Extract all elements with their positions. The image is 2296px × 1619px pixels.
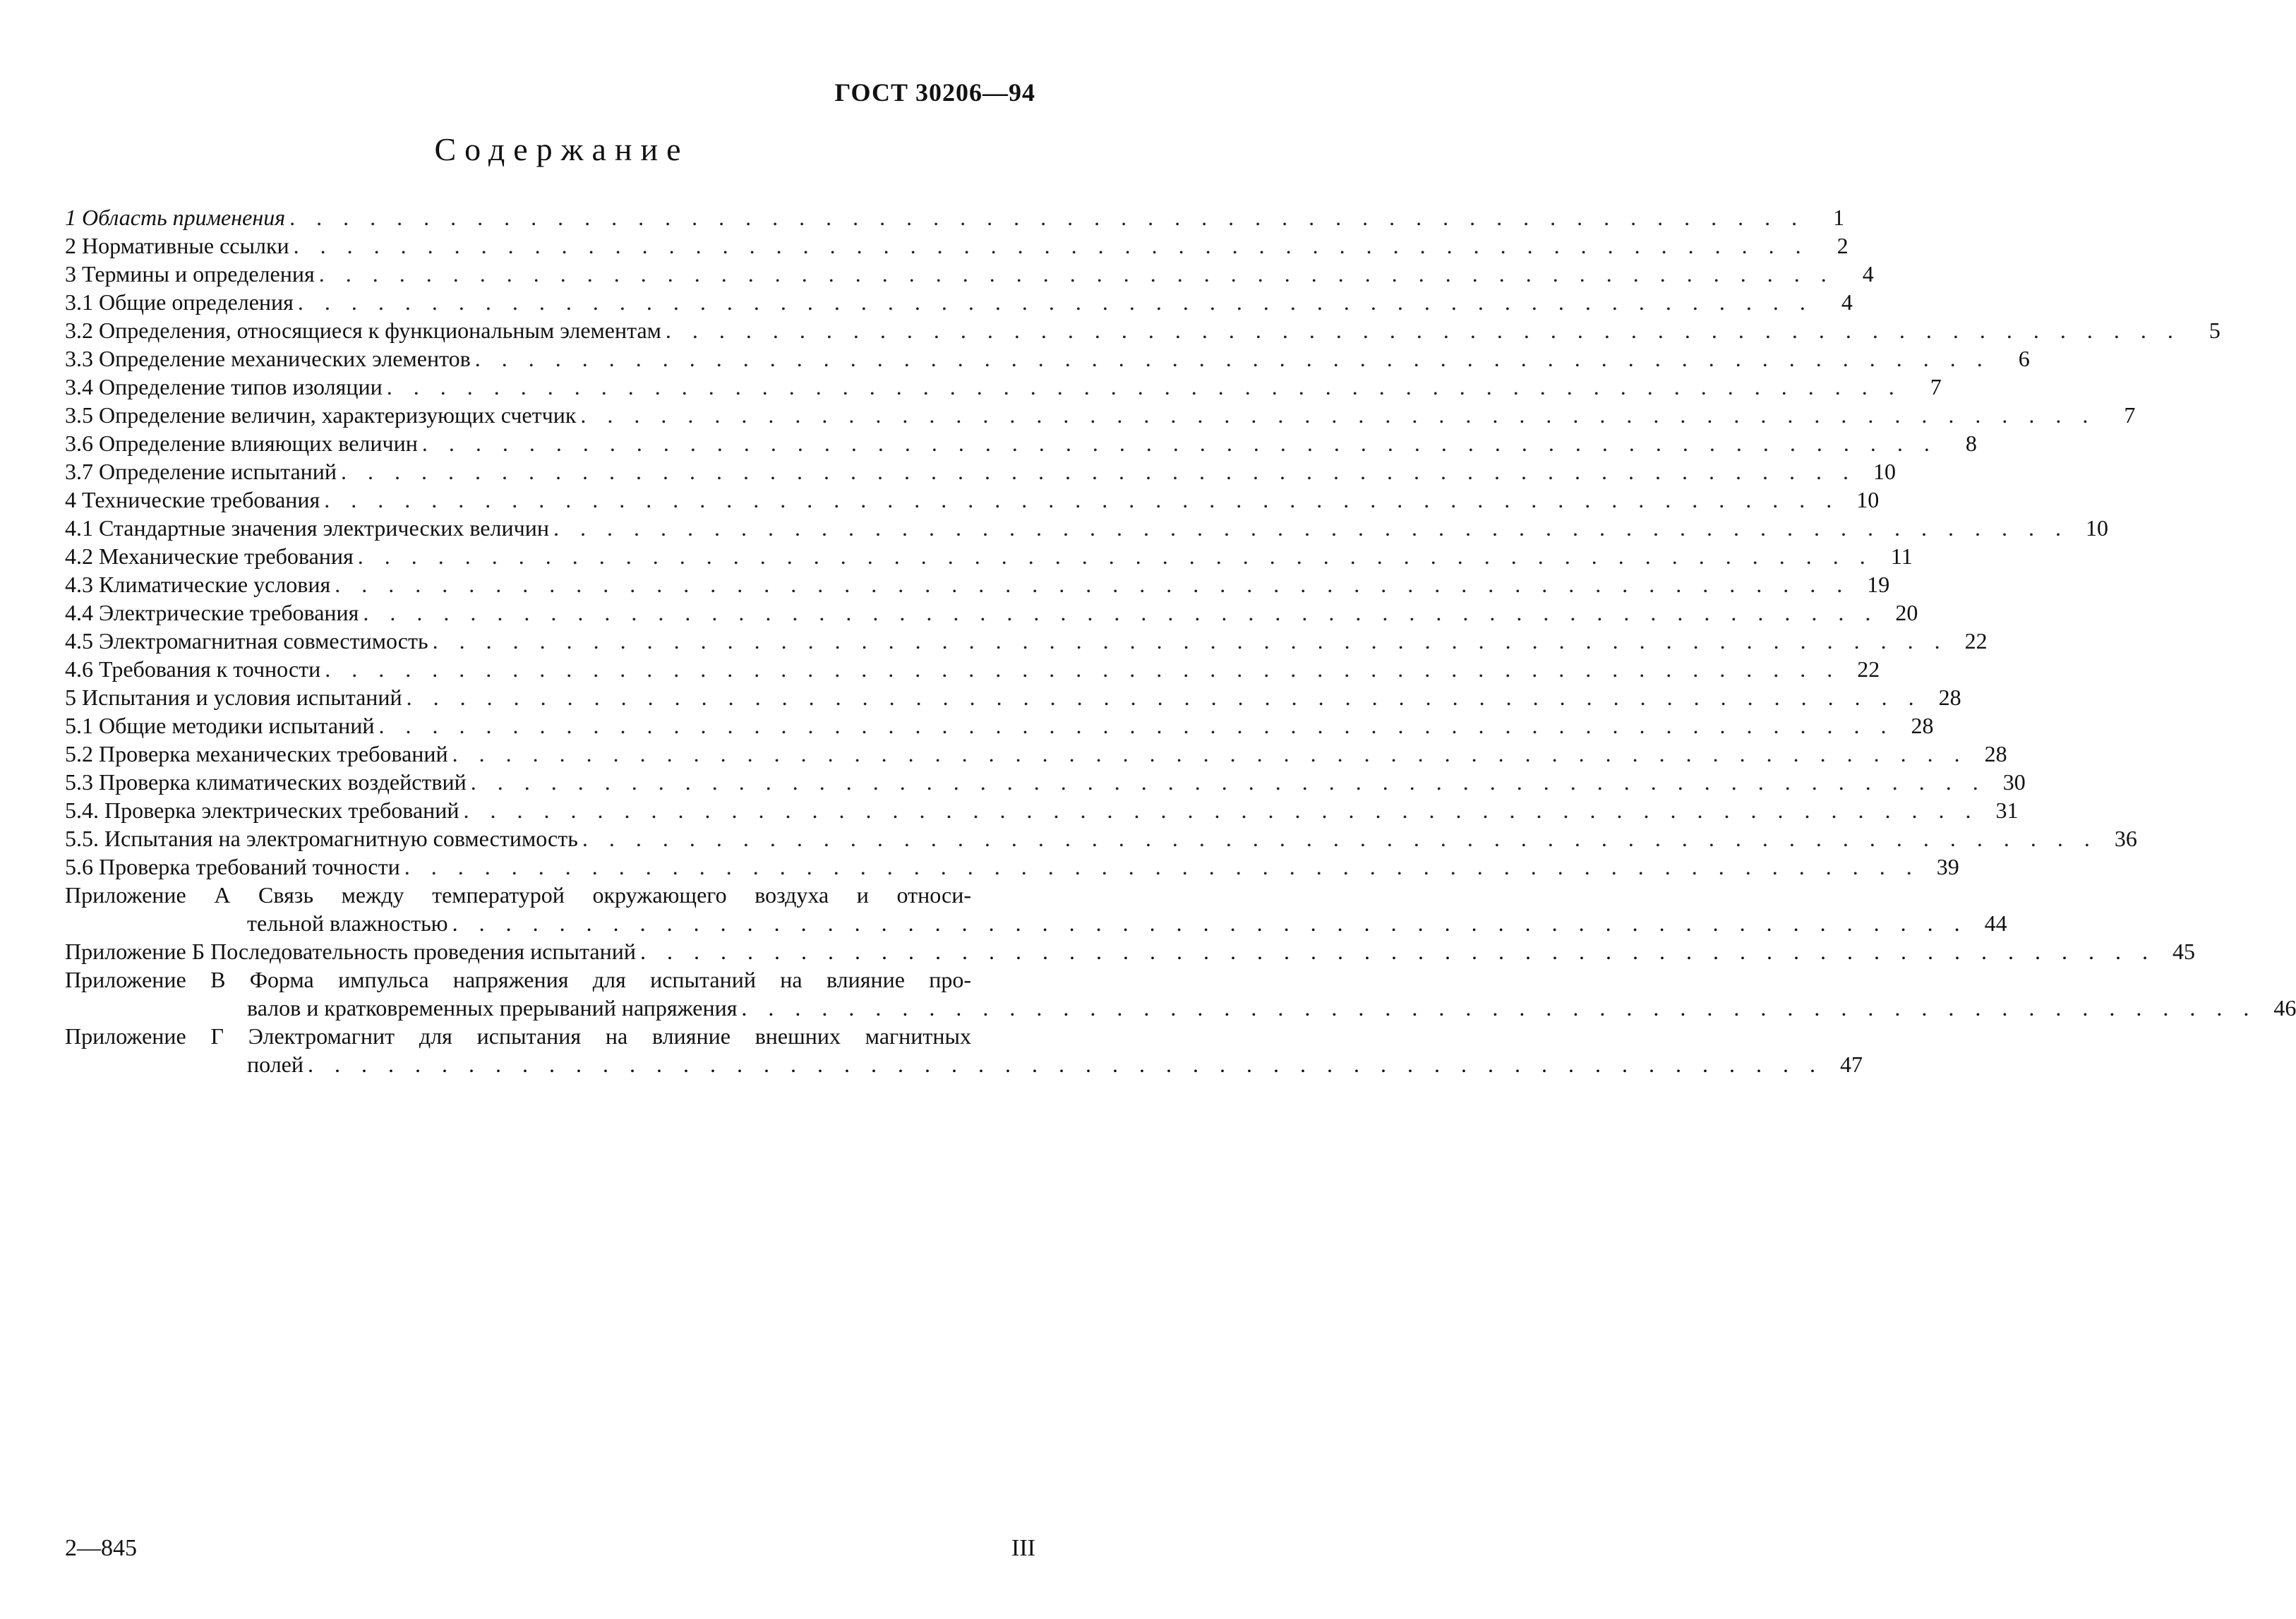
toc-entry (65, 260, 1874, 288)
toc-leader-dots: . . . . . . . . . . . . . . . . . . . . . . . . . . . . . . . . . . . . . . . . . . . . . . . . . . . . . . . . . (553, 515, 2069, 541)
toc-appendix-title: Приложение А Связь между температурой окружающего воздуха и относи- (65, 882, 971, 908)
toc-entry-title: 3.7 Определение испытаний (65, 459, 337, 484)
toc-appendix-page: 45 (2172, 939, 2195, 964)
toc-entry-page: 11 (1890, 543, 1913, 569)
toc-entry-page: 20 (1895, 600, 1918, 625)
toc-entry-page: 28 (1938, 685, 1961, 710)
toc-leader-dots: . . . . . . . . . . . . . . . . . . . . . . . . . . . . . . . . . . . . . . . . . . . . . . . . . . . . . . . . . (580, 402, 2096, 428)
toc-leader-dots: . . . . . . . . . . . . . . . . . . . . . . . . . . . . . . . . . . . . . . . . . . . . . . . . . . . . . . . . . (297, 289, 1813, 315)
toc-leader-dots: . . . . . . . . . . . . . . . . . . . . . . . . . . . . . . . . . . . . . . . . . . . . . . . . . . . . . . . . . (406, 685, 1922, 710)
toc-entry-page: 10 (2085, 515, 2108, 541)
toc-entry-page: 6 (2018, 346, 2030, 371)
toc-title: Содержание (434, 131, 690, 167)
toc-appendix-page: 46 (2273, 995, 2296, 1021)
toc-entry-title: 5.4. Проверка электрических требований (65, 798, 459, 823)
toc-entry-page: 28 (1911, 713, 1934, 738)
toc-entry (65, 570, 1890, 598)
toc-leader-dots: . . . . . . . . . . . . . . . . . . . . . . . . . . . . . . . . . . . . . . . . . . . . . . . . . . . . . . . . . (741, 995, 2257, 1021)
toc-leader-dots: . . . . . . . . . . . . . . . . . . . . . . . . . . . . . . . . . . . . . . . . . . . . . . . . . . . . . . . . . (289, 205, 1805, 230)
toc-leader-dots: . . . . . . . . . . . . . . . . . . . . . . . . . . . . . . . . . . . . . . . . . . . . . . . . . . . . . . . . . (386, 374, 1902, 399)
toc-entry-page: 5 (2208, 318, 2220, 343)
toc-entry (65, 683, 1961, 711)
toc-entry-title: 5.5. Испытания на электромагнитную совместимость (65, 826, 578, 851)
toc-entry (65, 655, 1880, 683)
toc-entries (65, 203, 2220, 881)
toc-entry (65, 514, 2108, 542)
toc-leader-dots: . . . . . . . . . . . . . . . . . . . . . . . . . . . . . . . . . . . . . . . . . . . . . . . . . . . . . . . . . (308, 1052, 1823, 1077)
toc-entry (65, 401, 2136, 429)
toc-leader-dots: . . . . . . . . . . . . . . . . . . . . . . . . . . . . . . . . . . . . . . . . . . . . . . . . . . . . . . . . . (452, 741, 1968, 766)
toc-leader-dots: . . . . . . . . . . . . . . . . . . . . . . . . . . . . . . . . . . . . . . . . . . . . . . . . . . . . . . . . . (421, 431, 1937, 456)
toc-entry-title: 4.6 Требования к точности (65, 656, 321, 682)
toc-entry (65, 627, 1988, 655)
toc-entry-page: 4 (1862, 261, 1874, 287)
toc-leader-dots: . . . . . . . . . . . . . . . . . . . . . . . . . . . . . . . . . . . . . . . . . . . . . . . . . . . . . . . . . (293, 233, 1809, 258)
toc-entry-title: 3.1 Общие определения (65, 289, 294, 315)
toc-leader-dots: . . . . . . . . . . . . . . . . . . . . . . . . . . . . . . . . . . . . . . . . . . . . . . . . . . . . . . . . . (639, 939, 2156, 964)
toc-leader-dots: . . . . . . . . . . . . . . . . . . . . . . . . . . . . . . . . . . . . . . . . . . . . . . . . . . . . . . . . . (363, 600, 1879, 625)
toc-leader-dots: . . . . . . . . . . . . . . . . . . . . . . . . . . . . . . . . . . . . . . . . . . . . . . . . . . . . . . . . . (474, 346, 1990, 371)
toc-leader-dots: . . . . . . . . . . . . . . . . . . . . . . . . . . . . . . . . . . . . . . . . . . . . . . . . . . . . . . . . . (325, 656, 1841, 682)
toc-entry (65, 740, 2007, 768)
toc-entry (65, 429, 1977, 457)
toc-leader-dots: . . . . . . . . . . . . . . . . . . . . . . . . . . . . . . . . . . . . . . . . . . . . . . . . . . . . . . . . . (341, 459, 1857, 484)
toc-entry-title: 1 Область применения (65, 205, 286, 230)
toc-entry-page: 22 (1857, 656, 1880, 682)
toc-leader-dots: . . . . . . . . . . . . . . . . . . . . . . . . . . . . . . . . . . . . . . . . . . . . . . . . . . . . . . . . . (324, 487, 1840, 512)
toc-entry-title: 4.3 Климатические условия (65, 572, 331, 597)
toc-entry-title: 3.4 Определение типов изоляции (65, 374, 383, 399)
toc-entry-title: 5 Испытания и условия испытаний (65, 685, 402, 710)
toc-entry-page: 7 (2124, 402, 2136, 428)
toc-leader-dots: . . . . . . . . . . . . . . . . . . . . . . . . . . . . . . . . . . . . . . . . . . . . . . . . . . . . . . . . . (335, 572, 1851, 597)
toc-entry (65, 316, 2220, 344)
toc-appendix-title-cont: валов и кратковременных прерываний напряжения (247, 995, 738, 1021)
toc-entry-page: 7 (1930, 374, 1942, 399)
toc-appendix-title-cont: тельной влажностью (247, 910, 448, 936)
toc-entry (65, 711, 1934, 740)
toc-entry (65, 486, 1880, 514)
toc-entry-title: 4.4 Электрические требования (65, 600, 359, 625)
toc-entry-title: 3.6 Определение влияющих величин (65, 431, 418, 456)
toc-appendices (65, 881, 2296, 1078)
toc-appendix (65, 965, 2296, 1022)
toc-entry (65, 373, 1942, 401)
toc-entry-page: 19 (1867, 572, 1890, 597)
toc-entry-title: 4 Технические требования (65, 487, 320, 512)
toc-entry-title: 4.1 Стандартные значения электрических величин (65, 515, 549, 541)
toc-entry-title: 3.3 Определение механических элементов (65, 346, 471, 371)
toc-entry-page: 8 (1965, 431, 1977, 456)
toc-leader-dots: . . . . . . . . . . . . . . . . . . . . . . . . . . . . . . . . . . . . . . . . . . . . . . . . . . . . . . . . . (582, 826, 2098, 851)
toc-entry-page: 22 (1964, 628, 1988, 654)
toc-appendix (65, 937, 2195, 965)
toc-entry-page: 10 (1856, 487, 1880, 512)
toc-entry (65, 598, 1918, 627)
toc-entry-title: 3.5 Определение величин, характеризующих счетчик (65, 402, 577, 428)
toc-entry-page: 31 (1995, 798, 2019, 823)
toc-entry (65, 853, 1959, 881)
toc-entry (65, 344, 2030, 373)
toc-leader-dots: . . . . . . . . . . . . . . . . . . . . . . . . . . . . . . . . . . . . . . . . . . . . . . . . . . . . . . . . . (378, 713, 1894, 738)
toc-appendix-title: Приложение Г Электромагнит для испытания на влияние внешних магнитных (65, 1023, 971, 1049)
toc-leader-dots: . . . . . . . . . . . . . . . . . . . . . . . . . . . . . . . . . . . . . . . . . . . . . . . . . . . . . . . . . (470, 769, 1986, 795)
toc-appendix (65, 881, 2007, 937)
toc-entry-title: 5.1 Общие методики испытаний (65, 713, 375, 738)
toc-entry (65, 824, 2137, 853)
toc-entry-title: 4.2 Механические требования (65, 543, 354, 569)
toc-appendix (65, 1022, 1863, 1078)
toc-entry-page: 30 (2002, 769, 2026, 795)
toc-leader-dots: . . . . . . . . . . . . . . . . . . . . . . . . . . . . . . . . . . . . . . . . . . . . . . . . . . . . . . . . . (404, 854, 1920, 879)
toc-entry-title: 5.6 Проверка требований точности (65, 854, 400, 879)
toc-leader-dots: . . . . . . . . . . . . . . . . . . . . . . . . . . . . . . . . . . . . . . . . . . . . . . . . . . . . . . . . . (318, 261, 1834, 287)
toc-entry-title: 3.2 Определения, относящиеся к функциональным элементам (65, 318, 661, 343)
toc-entry-page: 1 (1833, 205, 1845, 230)
toc-entry-page: 28 (1984, 741, 2007, 766)
toc-entry-page: 10 (1873, 459, 1897, 484)
toc-entry-title: 2 Нормативные ссылки (65, 233, 289, 258)
toc-appendix-title: Приложение Б Последовательность проведения испытаний (65, 939, 636, 964)
toc-entry (65, 203, 1845, 231)
document-code: ГОСТ 30206—94 (834, 78, 1035, 107)
toc-entry-page: 4 (1841, 289, 1853, 315)
page-number: III (1011, 1535, 1035, 1561)
toc-entry (65, 457, 1897, 486)
toc-appendix-page: 44 (1984, 910, 2007, 936)
toc-entry (65, 768, 2026, 796)
toc-entry (65, 288, 1853, 316)
toc-appendix-page: 47 (1840, 1052, 1863, 1077)
toc-entry (65, 542, 1913, 570)
toc-entry-title: 4.5 Электромагнитная совместимость (65, 628, 428, 654)
toc-appendix-title: Приложение В Форма импульса напряжения для испытаний на влияние про- (65, 967, 971, 992)
toc-leader-dots: . . . . . . . . . . . . . . . . . . . . . . . . . . . . . . . . . . . . . . . . . . . . . . . . . . . . . . . . . (665, 318, 2181, 343)
toc-entry-page: 39 (1936, 854, 1959, 879)
toc-entry-page: 36 (2114, 826, 2137, 851)
toc-entry-page: 2 (1837, 233, 1849, 258)
toc-entry-title: 3 Термины и определения (65, 261, 315, 287)
toc-entry (65, 796, 2019, 824)
toc-leader-dots: . . . . . . . . . . . . . . . . . . . . . . . . . . . . . . . . . . . . . . . . . . . . . . . . . . . . . . . . . (432, 628, 1948, 654)
page-code: 2—845 (65, 1535, 137, 1561)
toc-leader-dots: . . . . . . . . . . . . . . . . . . . . . . . . . . . . . . . . . . . . . . . . . . . . . . . . . . . . . . . . . (357, 543, 1873, 569)
toc-entry (65, 231, 1849, 260)
toc-entry-title: 5.3 Проверка климатических воздействий (65, 769, 467, 795)
toc-leader-dots: . . . . . . . . . . . . . . . . . . . . . . . . . . . . . . . . . . . . . . . . . . . . . . . . . . . . . . . . . (463, 798, 1979, 823)
toc-appendix-title-cont: полей (247, 1052, 303, 1077)
toc-leader-dots: . . . . . . . . . . . . . . . . . . . . . . . . . . . . . . . . . . . . . . . . . . . . . . . . . . . . . . . . . (452, 910, 1968, 936)
toc-entry-title: 5.2 Проверка механических требований (65, 741, 448, 766)
table-of-contents (65, 203, 2296, 1078)
